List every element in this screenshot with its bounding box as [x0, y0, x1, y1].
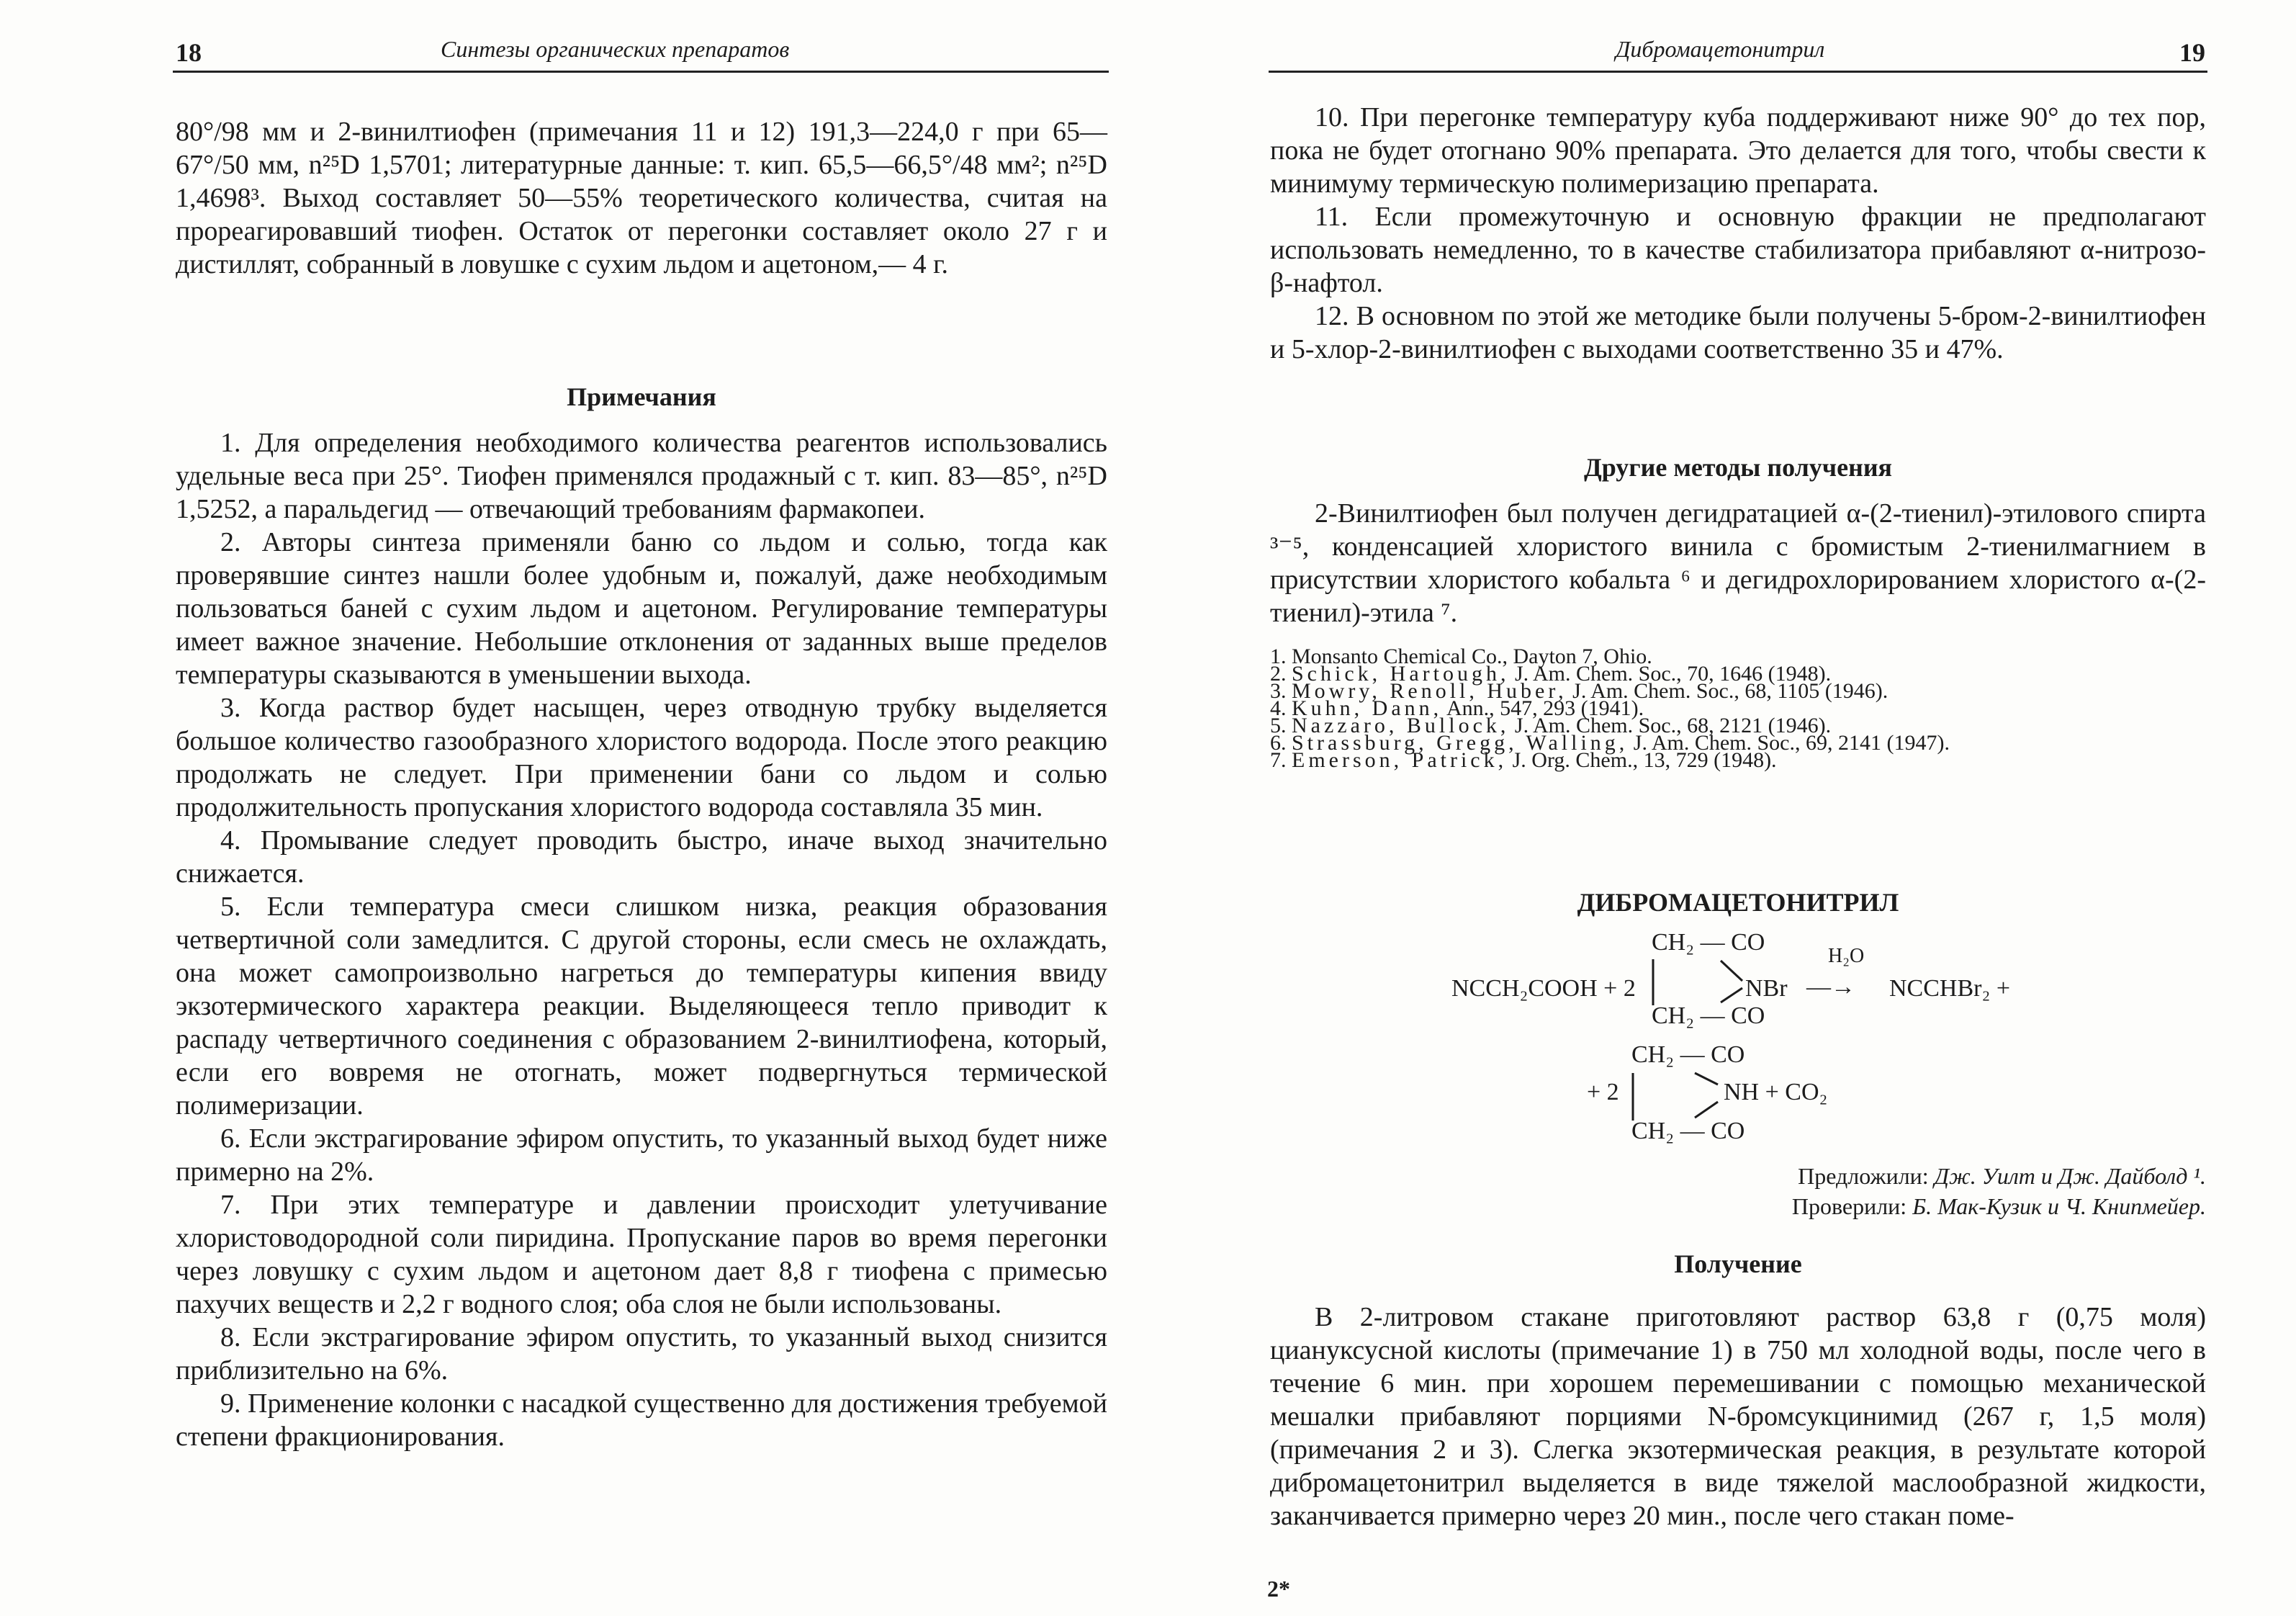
running-head: Синтезы органических препаратов — [441, 36, 790, 62]
ring-bottom: CH₂ — CO — [1652, 1002, 1765, 1029]
note-item: 4. Промывание следует проводить быстро, иначе выход значительно снижается. — [176, 825, 1107, 889]
signature-mark: 2* — [1267, 1576, 1290, 1602]
compound-title: ДИБРОМАЦЕТОНИТРИЛ — [1577, 888, 1899, 917]
reference-item: 4. Kuhn, Dann, Ann., 547, 293 (1941). — [1270, 696, 1644, 720]
note-item: 7. При этих температуре и давлении происходит улетучивание хлористоводородной соли пиридина. Пропускание паров во время перегонки через ловушку с сухим льдом и ацетоном дает 8,8 г тиофена с примесью пахучих веществ и 2,2 г водного слоя; оба слоя не были использованы. — [176, 1190, 1107, 1319]
water-label: H₂O — [1828, 945, 1865, 967]
note-item: 1. Для определения необходимого количества реагентов использовались удельные веса при 25°. Тиофен применялся продажный с т. кип. 83—85°, n²⁵D 1,5252, а паральдегид — отвечающий требованиям фармакопеи. — [176, 428, 1107, 524]
equation-reactant: NCCH₂COOH + 2 — [1451, 975, 1636, 1002]
note-item: 8. Если экстрагирование эфиром опустить, то указанный выход снизится приблизительно на 6%. — [176, 1322, 1107, 1386]
reference-item: 6. Strassburg, Gregg, Walling, J. Am. Chem. Soc., 69, 2141 (1947). — [1270, 731, 1950, 755]
credits: Предложили: Дж. Уилт и Дж. Дайболд ¹. Проверили: Б. Мак-Кузик и Ч. Книпмейер. — [1791, 1163, 2206, 1219]
reaction-arrow: —→ — [1806, 974, 1855, 1000]
reference-item: 7. Emerson, Patrick, J. Org. Chem., 13, 729 (1948). — [1270, 748, 1777, 772]
header-rule — [1269, 71, 2207, 73]
reference-item: 5. Nazzaro, Bullock, J. Am. Chem. Soc., 68, 2121 (1946). — [1270, 714, 1832, 737]
notes-heading: Примечания — [567, 382, 716, 411]
ring-bond — [1721, 961, 1742, 981]
ring-nbr: NBr — [1745, 975, 1788, 1002]
ring-bond — [1721, 988, 1742, 1002]
note-item: 10. При перегонке температуру куба поддерживают ниже 90° до тех пор, пока не будет отогнано 90% препарата. Это делается для того, чтобы свести к минимуму термическую полимеризацию препарата. — [1270, 102, 2206, 199]
note-item: 5. Если температура смеси слишком низка, реакция образования четвертичной соли замедлится. С другой стороны, если смесь не охлаждать, она может самопроизвольно нагреться до температуры кипения ввиду экзотермического характера реакции. Выделяющееся тепло приводит к распаду четвертичного соединения с образованием 2-винилтиофена, который, если его вовремя не отогнать, может подвергнуться термической полимеризации. — [176, 892, 1107, 1121]
references-list — [1270, 645, 2206, 772]
ring2-top: CH₂ — CO — [1631, 1041, 1745, 1068]
procedure-heading: Получение — [1674, 1249, 1802, 1278]
procedure-text: В 2-литровом стакане приготовляют раствор 63,8 г (0,75 моля) циануксусной кислоты (примечание 1) в 750 мл холодной воды, после чего в течение 6 мин. при хорошем перемешивании с помощью механической мешалки прибавляют порциями N-бромсукцинимид (267 г, 1,5 моля) (примечания 2 и 3). Слегка экзотермическая реакция, в результате которой дибромацетонитрил выделяется в виде тяжелой маслообразной жидкости, заканчивается примерно через 20 мин., после чего стакан поме- — [1270, 1302, 2206, 1531]
coefficient-2: + 2 — [1587, 1079, 1619, 1105]
ring2-bond — [1695, 1102, 1718, 1118]
notes-list — [176, 426, 1107, 1453]
running-head: Дибромацетонитрил — [1616, 36, 1825, 62]
note-item: 6. Если экстрагирование эфиром опустить, то указанный выход будет ниже примерно на 2%. — [176, 1123, 1107, 1187]
reference-item: 2. Schick, Hartough, J. Am. Chem. Soc., 70, 1646 (1948). — [1270, 662, 1832, 686]
note-item: 2. Авторы синтеза применяли баню со льдом и солью, тогда как проверявшие синтез нашли более удобным и, пожалуй, даже необходимым пользоваться баней с сухим льдом и ацетоном. Регулирование температуры имеет важное значение. Небольшие отклонения от заданных выше пределов температуры сказываются в уменьшении выхода. — [176, 527, 1107, 690]
note-item: 11. Если промежуточную и основную фракции не предполагают использовать немедленно, то в качестве стабилизатора прибавляют α-нитрозо-β-нафтол. — [1270, 202, 2206, 298]
equation-byproduct: NH + CO₂ — [1724, 1079, 1828, 1105]
other-methods-heading: Другие методы получения — [1583, 453, 1893, 482]
top-paragraph: 80°/98 мм и 2-винилтиофен (примечания 11 и 12) 191,3—224,0 г при 65—67°/50 мм, n²⁵D 1,5701; литературные данные: т. кип. 65,5—66,5°/48 мм²; n²⁵D 1,4698³. Выход составляет 50—55% теоретического количества, считая на прореагировавший тиофен. Остаток от перегонки составляет около 27 г и дистиллят, собранный в ловушке с сухим льдом и ацетоном,— 4 г. — [176, 117, 1107, 279]
right-page — [1148, 0, 2296, 1616]
note-item: 12. В основном по этой же методике были получены 5-бром-2-винилтиофен и 5-хлор-2-винилтиофен с выходами соответственно 35 и 47%. — [1270, 301, 2206, 364]
page-number: 18 — [176, 38, 202, 67]
ring2-bottom: CH₂ — CO — [1631, 1118, 1745, 1144]
other-methods-text: 2-Винилтиофен был получен дегидратацией α-(2-тиенил)-этилового спирта ³⁻⁵, конденсацией хлористого винила с бромистым 2-тиенилмагнием в присутствии хлористого кобальта ⁶ и дегидрохлорированием хлористого α-(2-тиенил)-этила ⁷. — [1270, 498, 2206, 628]
ring-top: CH₂ — CO — [1652, 929, 1765, 956]
ring2-bond — [1695, 1073, 1718, 1085]
page-number: 19 — [2179, 38, 2205, 67]
equation-product: NCCHBr₂ + — [1889, 975, 2010, 1002]
notes-continued — [1270, 101, 2206, 366]
reference-item: 3. Mowry, Renoll, Huber, J. Am. Chem. Soc., 68, 1105 (1946). — [1270, 679, 1888, 703]
note-item: 9. Применение колонки с насадкой существенно для достижения требуемой степени фракционирования. — [176, 1388, 1107, 1452]
note-item: 3. Когда раствор будет насыщен, через отводную трубку выделяется большое количество газообразного хлористого водорода. После этого реакцию продолжать не следует. При применении бани со льдом и солью продолжительность пропускания хлористого водорода составляла 35 мин. — [176, 693, 1107, 822]
header-rule — [173, 71, 1109, 73]
reference-item: 1. Monsanto Chemical Co., Dayton 7, Ohio. — [1270, 645, 1652, 668]
